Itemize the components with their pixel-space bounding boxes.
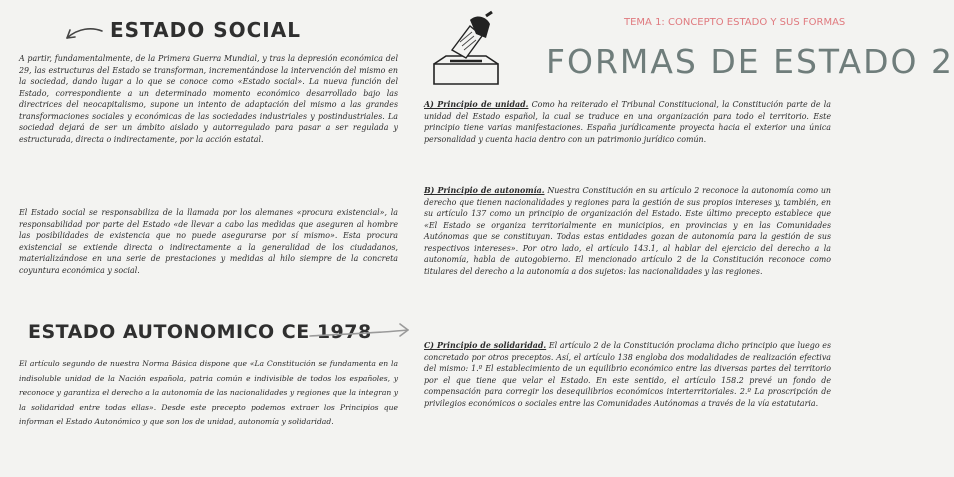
arrow-left-icon xyxy=(64,22,104,46)
principio-autonomia-text: Nuestra Constitución en su artículo 2 reconoce la autonomía como un derecho que tienen nacionalidades y regiones para la gestión de sus propios intereses y, también, en su artículo 137 como un principio de organización del Estado. Este último precepto establece que «El Estado se organiza territorialmente en municipios, en provincias y en las Comunidades Autónomas que se constituyan. Todas estas entidades gozan de autonomía para la gestión de sus respectivos intereses». Por otro lado, el artículo 143.1, al hablar del ejercicio del derecho a la autonomía, habla de autogobierno. El mencionado artículo 2 de la Constitución reconoce como titulares del derecho a la autonomía a dos sujetos: las nacionalidades y las regiones. xyxy=(424,186,831,276)
principio-autonomia-lead: B) Principio de autonomía. xyxy=(424,186,545,195)
section-subtitle: TEMA 1: CONCEPTO ESTADO Y SUS FORMAS xyxy=(624,17,846,28)
arrow-right-icon xyxy=(308,318,412,342)
estado-social-heading: ESTADO SOCIAL xyxy=(110,18,301,42)
principio-unidad-lead: A) Principio de unidad. xyxy=(424,100,529,109)
estado-autonomico-paragraph: El artículo segundo de nuestra Norma Básica dispone que «La Constitución se fundamenta en la indisoluble unidad de la Nación española, patria común e indivisible de todos los españoles, y reconoce y garantiza el derecho a la autonomía de las nacionalidades y regiones que la integran y la solidaridad entre todas ellas». Desde este precepto podemos extraer los Principios que informan el Estado Autonómico y que son los de unidad, autonomía y solidaridad. xyxy=(19,359,398,427)
principio-solidaridad-text: El artículo 2 de la Constitución proclama dicho principio que luego es concretado por otros preceptos. Así, el artículo 138 engloba dos modalidades de realización efectiva del mismo: 1.º El establecimiento de un equilibrio económico entre las diversas partes del territorio por el que tiene que velar el Estado. En este sentido, el artículo 158.2 prevé un fondo de compensación para corregir los desequilibrios económicos interterritoriales. 2.º La proscripción de privilegios económicos o sociales entre las Comunidades Autónomas a través de la vía estatutaria. xyxy=(424,341,832,408)
principio-unidad-text: Como ha reiterado el Tribunal Constitucional, la Constitución parte de la unidad del Estado español, la cual se traduce en una organización para todo el territorio. Este principio tiene varias manifestaciones. España jurídicamente proyecta hacia el exterior una única personalidad y cuenta hacia dentro con un patrimonio jurídico común. xyxy=(424,100,832,144)
page-title: FORMAS DE ESTADO 2 xyxy=(546,42,954,81)
principio-solidaridad xyxy=(424,340,831,409)
principio-autonomia xyxy=(424,185,831,277)
estado-social-paragraph-2: El Estado social se responsabiliza de la llamada por los alemanes «procura existencial», la responsabilidad por parte del Estado «de llevar a cabo las medidas que aseguren al hombre las posibilidades de existencia que no puede asegurarse por sí mismo». Esta procura existencial se extiende directa o indirectamente a la generalidad de los ciudadanos, materializándose en una serie de prestaciones y medidas al hilo siempre de la concreta coyuntura económica y social. xyxy=(19,208,398,275)
principio-solidaridad-lead: C) Principio de solidaridad. xyxy=(424,341,547,350)
estado-autonomico-heading: ESTADO AUTONOMICO CE 1978 xyxy=(28,321,372,343)
principio-unidad xyxy=(424,99,831,145)
ballot-box-icon xyxy=(426,12,506,88)
estado-social-paragraph-1: A partir, fundamentalmente, de la Primera Guerra Mundial, y tras la depresión económica del 29, las estructuras del Estado se transforman, incrementándose la intervención del mismo en la sociedad, dando lugar a lo que se conoce como «Estado social». La nueva función del Estado, correspondiente a un determinado momento económico desarrollado bajo las directrices del neocapitalismo, supone un intento de adaptación del mismo a las grandes transformaciones sociales y económicas de las sociedades industriales y postindustriales. La sociedad dejará de ser un ámbito aislado y autorregulado para pasar a ser regulada y estructurada, directa o indirectamente, por la acción estatal. xyxy=(19,54,398,144)
